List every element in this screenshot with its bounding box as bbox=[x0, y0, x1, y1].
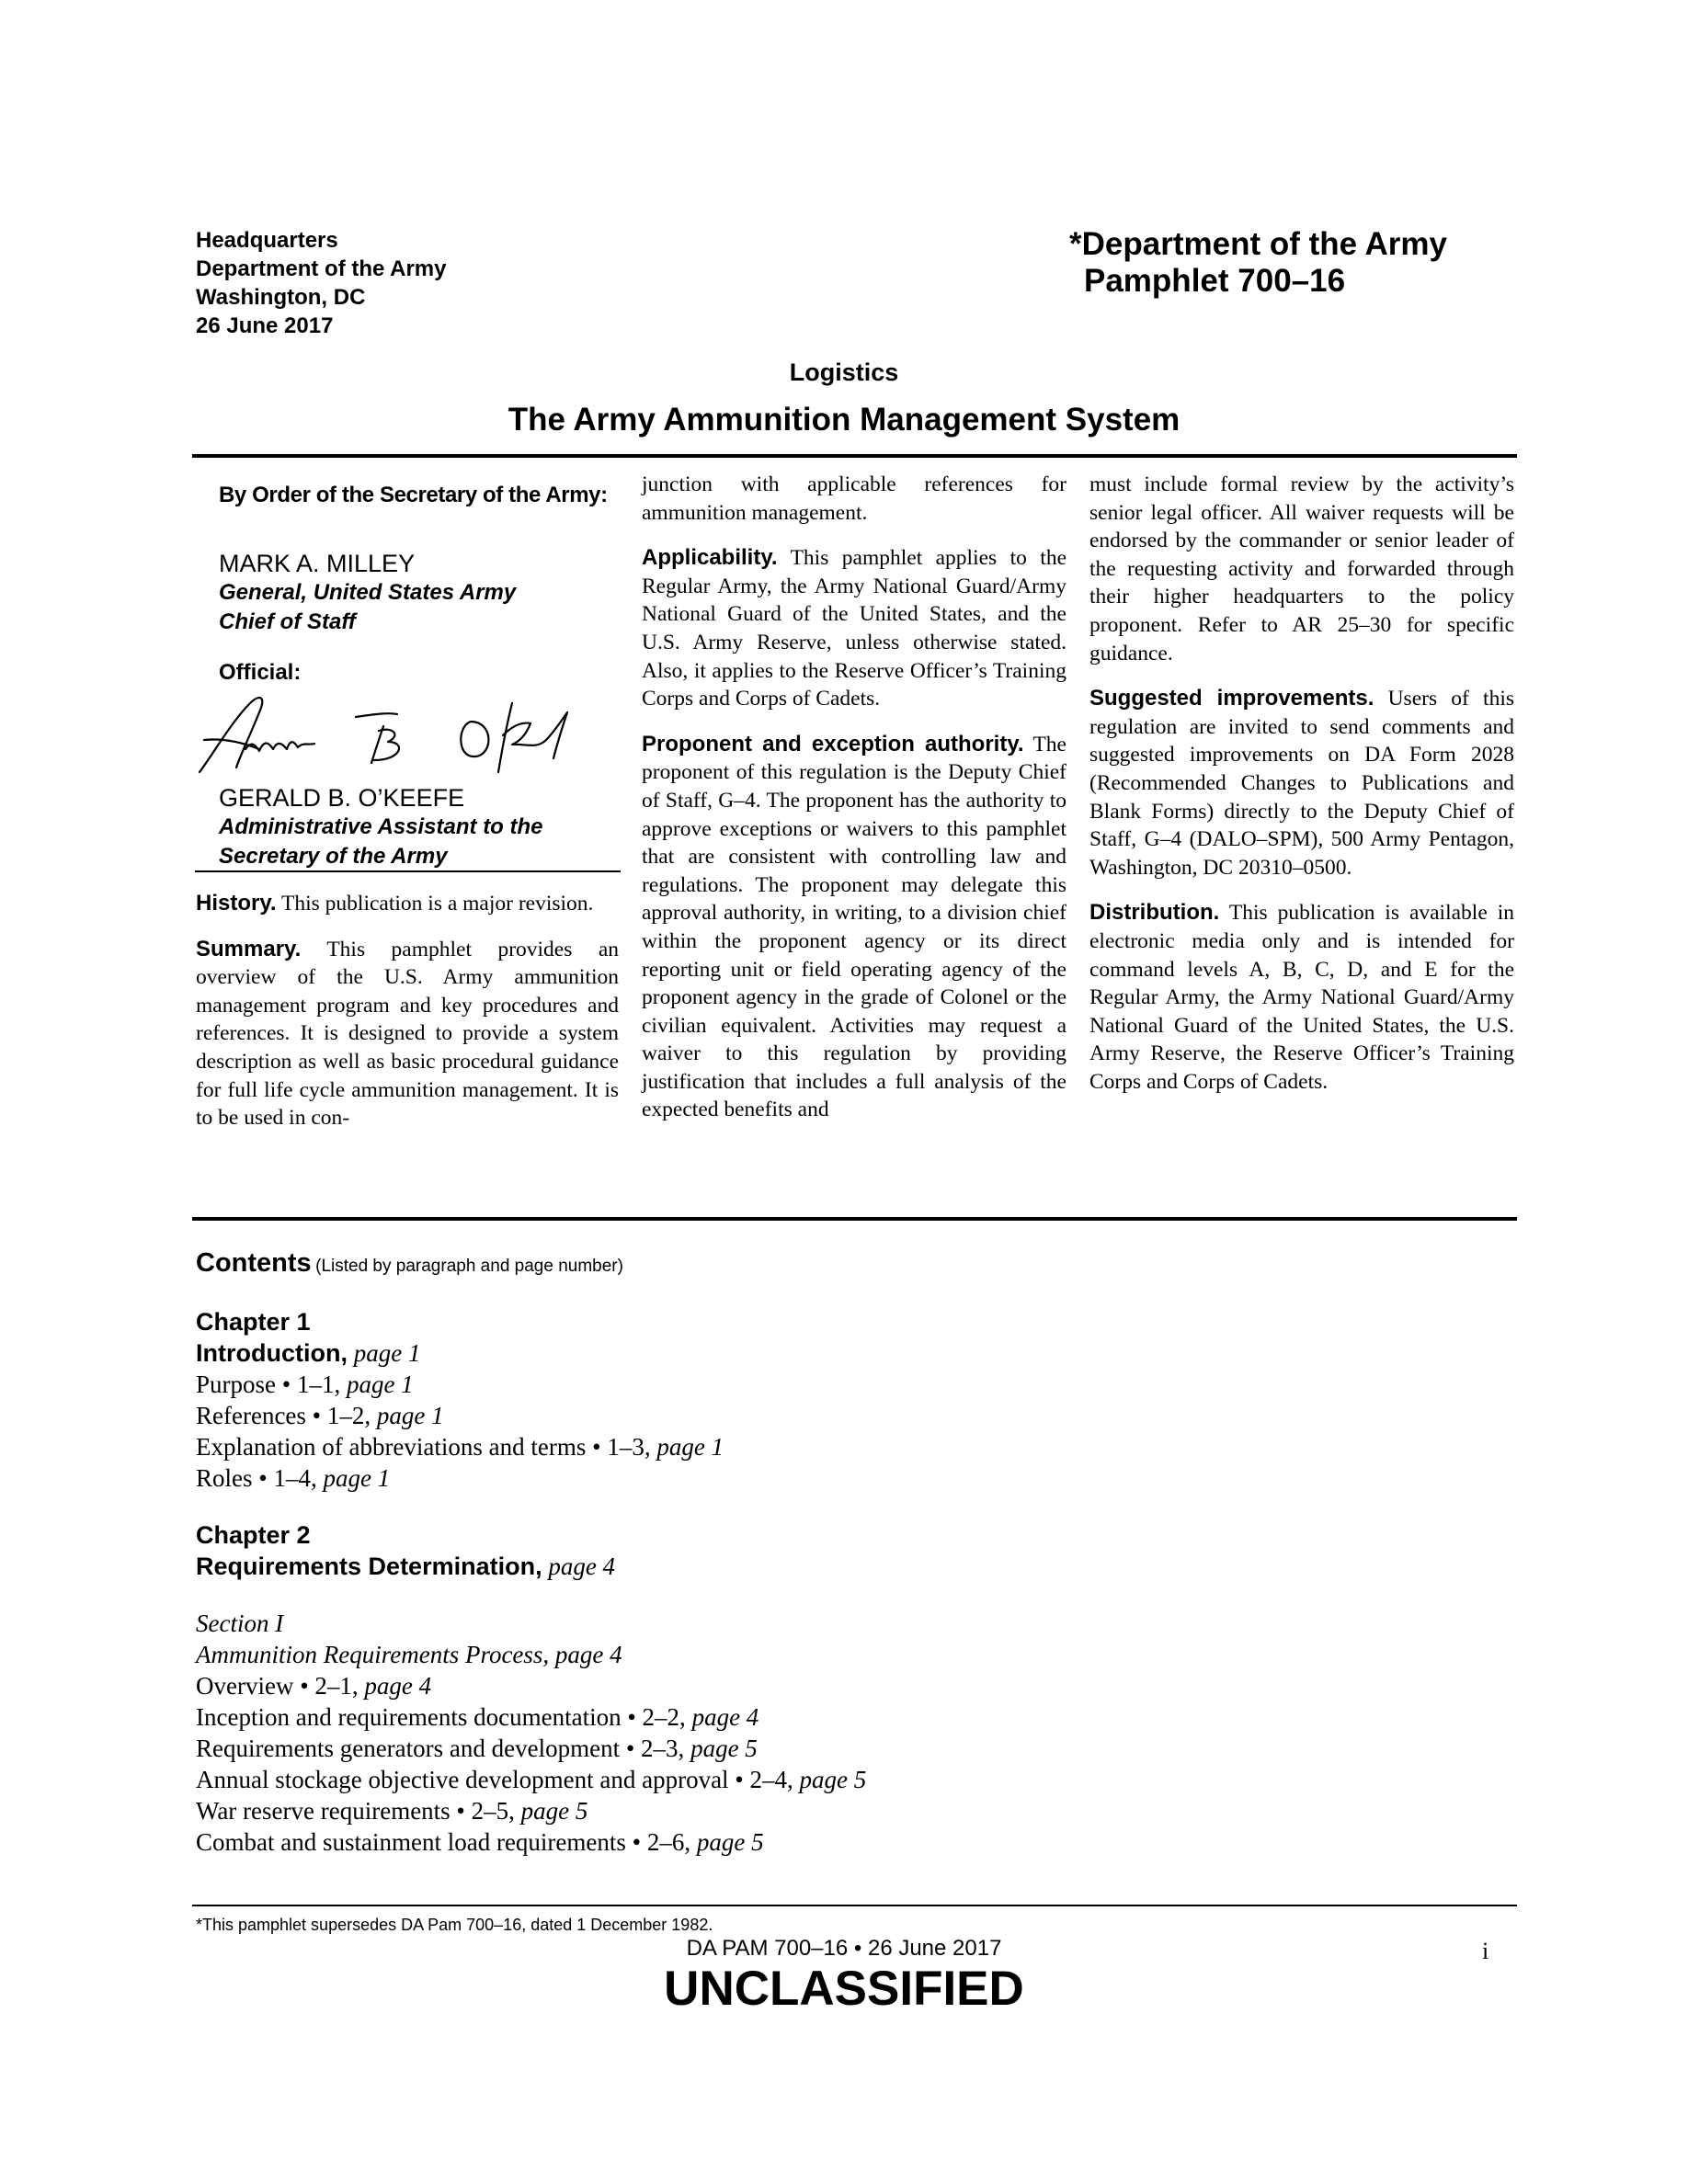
document-subject: Logistics bbox=[789, 358, 899, 386]
distribution-paragraph bbox=[1089, 899, 1514, 1096]
summary-text: This pamphlet provides an overview of the U.S. Army ammunition management program and key procedures and references. It is designed to provide a system description as well as basic procedural guidance for full life cycle ammunition management. It is to be used in con- bbox=[196, 937, 619, 1131]
contents-heading-line bbox=[196, 1248, 1501, 1279]
official-title: Administrative Assistant to the bbox=[219, 814, 543, 839]
publication-id-block bbox=[1069, 226, 1447, 300]
page-ref: page 1 bbox=[376, 1402, 444, 1429]
page-number: i bbox=[1482, 1938, 1489, 1964]
chief-title: General, United States Army bbox=[219, 580, 517, 605]
toc-entry[interactable] bbox=[196, 1431, 1501, 1462]
page-ref: page 4 bbox=[691, 1703, 759, 1731]
column-right bbox=[1089, 471, 1514, 1113]
page-ref: page 5 bbox=[799, 1766, 867, 1793]
proponent-text: The proponent of this regulation is the Deputy Chief of Staff, G–4. The proponent has the authority to approve exceptions or waivers to this pamphlet that are consistent with controlling law and regulations. The proponent may delegate this approval authority, in writing, to a division chief within the proponent agency or its direct reporting unit or field operating agency of the proponent agency in the grade of Colonel or the civilian equivalent. Activities may request a waiver to this regulation by providing justification that includes a full analysis of the expected benefits and bbox=[642, 732, 1066, 1122]
entry-text: Purpose • 1–1, bbox=[196, 1371, 341, 1398]
page-ref: page 4 bbox=[548, 1553, 616, 1580]
entry-text: War reserve requirements • 2–5, bbox=[196, 1797, 515, 1825]
summary-heading: Summary. bbox=[196, 936, 302, 961]
suggested-paragraph bbox=[1089, 685, 1514, 882]
proponent-heading: Proponent and exception authority. bbox=[642, 731, 1024, 756]
document-title: The Army Ammunition Management System bbox=[508, 402, 1180, 438]
chapter-title: Requirements Determination, bbox=[196, 1553, 542, 1580]
toc-entry[interactable] bbox=[196, 1369, 1501, 1400]
chapter-label: Chapter 2 bbox=[196, 1521, 311, 1549]
distribution-heading: Distribution. bbox=[1089, 900, 1220, 926]
page-ref: page 1 bbox=[353, 1339, 421, 1367]
headquarters-block bbox=[196, 226, 446, 340]
toc-entry[interactable] bbox=[196, 1701, 1501, 1733]
entry-text: Explanation of abbreviations and terms • 1–3, bbox=[196, 1433, 651, 1461]
distribution-text: This publication is available in electronic media only and is intended for command levels A, B, C, D, and E for the Regular Army, the Army National Guard/Army National Guard of the United States, the U.S. Army Reserve, the Reserve Officer’s Training Corps and Corps of Cadets. bbox=[1089, 901, 1514, 1094]
suggested-text: Users of this regulation are invited to send comments and suggested improvements on DA Form 2028 (Recommended Changes to Publications and Blank Forms) directly to the Deputy Chief of Staff, G–4 (DALO–SPM), 500 Army Pentagon, Washington, DC 20310–0500. bbox=[1089, 687, 1514, 880]
page-ref: page 1 bbox=[656, 1433, 724, 1461]
contents-heading: Contents bbox=[196, 1248, 312, 1278]
toc-entry[interactable] bbox=[196, 1400, 1501, 1431]
page-ref: page 5 bbox=[520, 1797, 588, 1825]
footnote-rule bbox=[192, 1905, 1517, 1906]
table-of-contents bbox=[196, 1248, 1501, 1858]
toc-entry[interactable] bbox=[196, 1795, 1501, 1826]
page-ref: page 1 bbox=[323, 1464, 391, 1492]
section-title[interactable]: Ammunition Requirements Process, page 4 bbox=[196, 1641, 622, 1668]
toc-chapter-link[interactable] bbox=[196, 1551, 1501, 1582]
history-heading: History. bbox=[196, 891, 277, 916]
toc-entry[interactable] bbox=[196, 1826, 1501, 1858]
column-middle bbox=[642, 471, 1066, 1142]
applicability-paragraph bbox=[642, 544, 1066, 713]
toc-chapter-link[interactable] bbox=[196, 1337, 1501, 1369]
page-ref: page 1 bbox=[346, 1371, 414, 1398]
entry-text: Inception and requirements documentation • 2–2, bbox=[196, 1703, 686, 1731]
entry-text: Roles • 1–4, bbox=[196, 1464, 317, 1492]
column-left bbox=[196, 890, 619, 1150]
summary-rule bbox=[192, 1217, 1517, 1221]
chief-name: MARK A. MILLEY bbox=[219, 550, 416, 577]
chapter-title: Introduction, bbox=[196, 1339, 348, 1367]
page-ref: page 5 bbox=[696, 1828, 764, 1856]
publication-number: Pamphlet 700–16 bbox=[1084, 263, 1346, 299]
history-paragraph bbox=[196, 890, 619, 918]
publication-org: *Department of the Army bbox=[1069, 226, 1447, 262]
proponent-paragraph bbox=[642, 731, 1066, 1124]
title-rule bbox=[192, 454, 1517, 458]
summary-paragraph bbox=[196, 936, 619, 1132]
entry-text: Overview • 2–1, bbox=[196, 1672, 359, 1700]
toc-entry[interactable] bbox=[196, 1733, 1501, 1764]
entry-text: Annual stockage objective development and approval • 2–4, bbox=[196, 1766, 793, 1793]
hq-date: 26 June 2017 bbox=[196, 313, 334, 338]
entry-text: References • 1–2, bbox=[196, 1402, 371, 1429]
page-ref: page 5 bbox=[690, 1735, 758, 1762]
hq-line: Department of the Army bbox=[196, 256, 447, 281]
section-label: Section I bbox=[196, 1610, 284, 1637]
history-text: This publication is a major revision. bbox=[281, 892, 594, 916]
proponent-continued: must include formal review by the activity’s senior legal officer. All waiver requests will be endorsed by the commander or senior leader of the requesting activity and forwarded through their higher headquarters to the policy proponent. Refer to AR 25–30 for specific guidance. bbox=[1089, 472, 1514, 665]
summary-continued: junction with applicable references for ammunition management. bbox=[642, 472, 1066, 525]
hq-line: Headquarters bbox=[196, 228, 338, 253]
classification-marking: UNCLASSIFIED bbox=[664, 1962, 1024, 2016]
official-label: Official: bbox=[219, 660, 302, 685]
toc-entry[interactable] bbox=[196, 1764, 1501, 1795]
footer-publication-id: DA PAM 700–16 • 26 June 2017 bbox=[686, 1936, 1002, 1961]
authority-block bbox=[219, 483, 623, 871]
suggested-heading: Suggested improvements. bbox=[1089, 686, 1374, 711]
authority-rule bbox=[195, 870, 621, 872]
applicability-heading: Applicability. bbox=[642, 545, 778, 571]
official-name: GERALD B. O’KEEFE bbox=[219, 784, 465, 812]
toc-entry[interactable] bbox=[196, 1462, 1501, 1494]
page-ref: page 4 bbox=[364, 1672, 432, 1700]
entry-text: Requirements generators and development • 2–3, bbox=[196, 1735, 685, 1762]
supersession-footnote: *This pamphlet supersedes DA Pam 700–16, dated 1 December 1982. bbox=[196, 1916, 713, 1934]
hq-line: Washington, DC bbox=[196, 285, 366, 310]
by-order-line: By Order of the Secretary of the Army: bbox=[219, 483, 608, 507]
applicability-text: This pamphlet applies to the Regular Army, the Army National Guard/Army National Guard of the United States, and the U.S. Army Reserve, unless otherwise stated. Also, it applies to the Reserve Officer’s Training Corps and Corps of Cadets. bbox=[642, 546, 1067, 711]
toc-entry[interactable] bbox=[196, 1670, 1501, 1701]
signature-image bbox=[195, 685, 581, 777]
entry-text: Combat and sustainment load requirements • 2–6, bbox=[196, 1828, 691, 1856]
chapter-label: Chapter 1 bbox=[196, 1308, 311, 1336]
chief-office: Chief of Staff bbox=[219, 609, 356, 634]
contents-subheading: (Listed by paragraph and page number) bbox=[315, 1257, 623, 1276]
official-office: Secretary of the Army bbox=[219, 844, 448, 869]
